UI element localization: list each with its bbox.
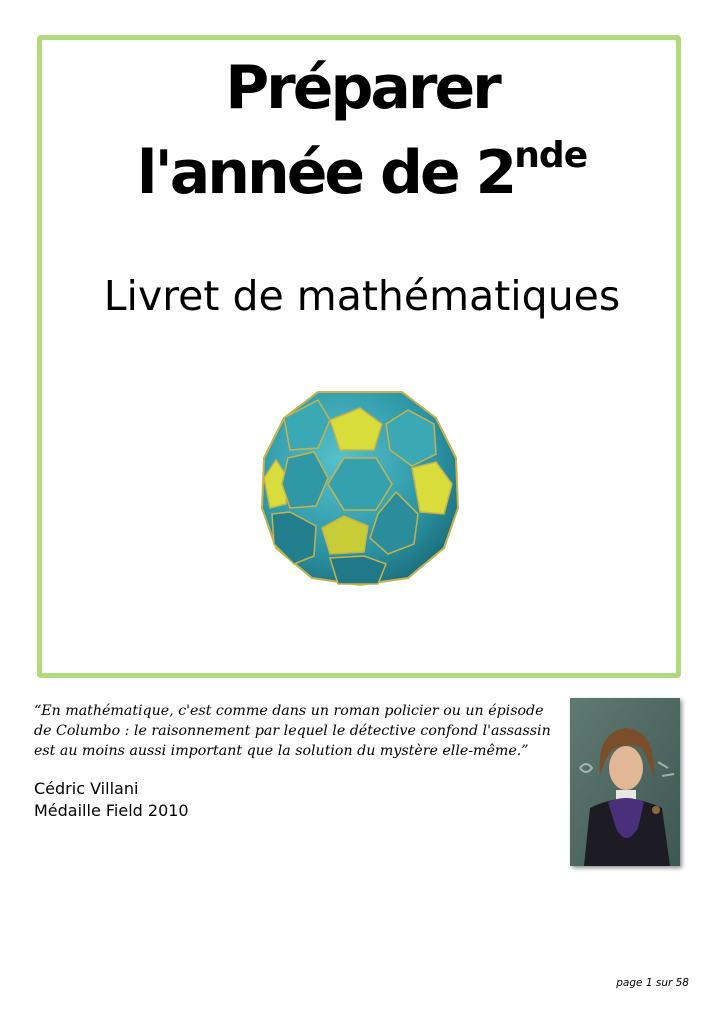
polyhedron-illustration (258, 388, 462, 586)
title-line-2-text: l'année de 2 (136, 138, 515, 208)
author-name: Cédric Villani (34, 779, 139, 798)
hexagon-bottom (330, 556, 386, 584)
author-title: Médaille Field 2010 (34, 801, 189, 820)
quote-text: “En mathématique, c'est comme dans un roman policier ou un épisode de Columbo : le raisonnement par lequel le détective confond l'assassin est au moins aussi important que la solution du mystère elle-même.” (34, 703, 551, 759)
page-number: page 1 sur 58 (616, 977, 689, 989)
spider-brooch (652, 806, 660, 814)
face (609, 746, 643, 790)
title-superscript: nde (514, 135, 588, 176)
title-line-2 (0, 135, 724, 208)
author-photo (570, 698, 680, 866)
title-line-1 (0, 53, 724, 123)
quote-author (34, 778, 189, 822)
subtitle: Livret de mathématiques (103, 272, 621, 320)
title-line-1-text: Préparer (225, 53, 499, 123)
